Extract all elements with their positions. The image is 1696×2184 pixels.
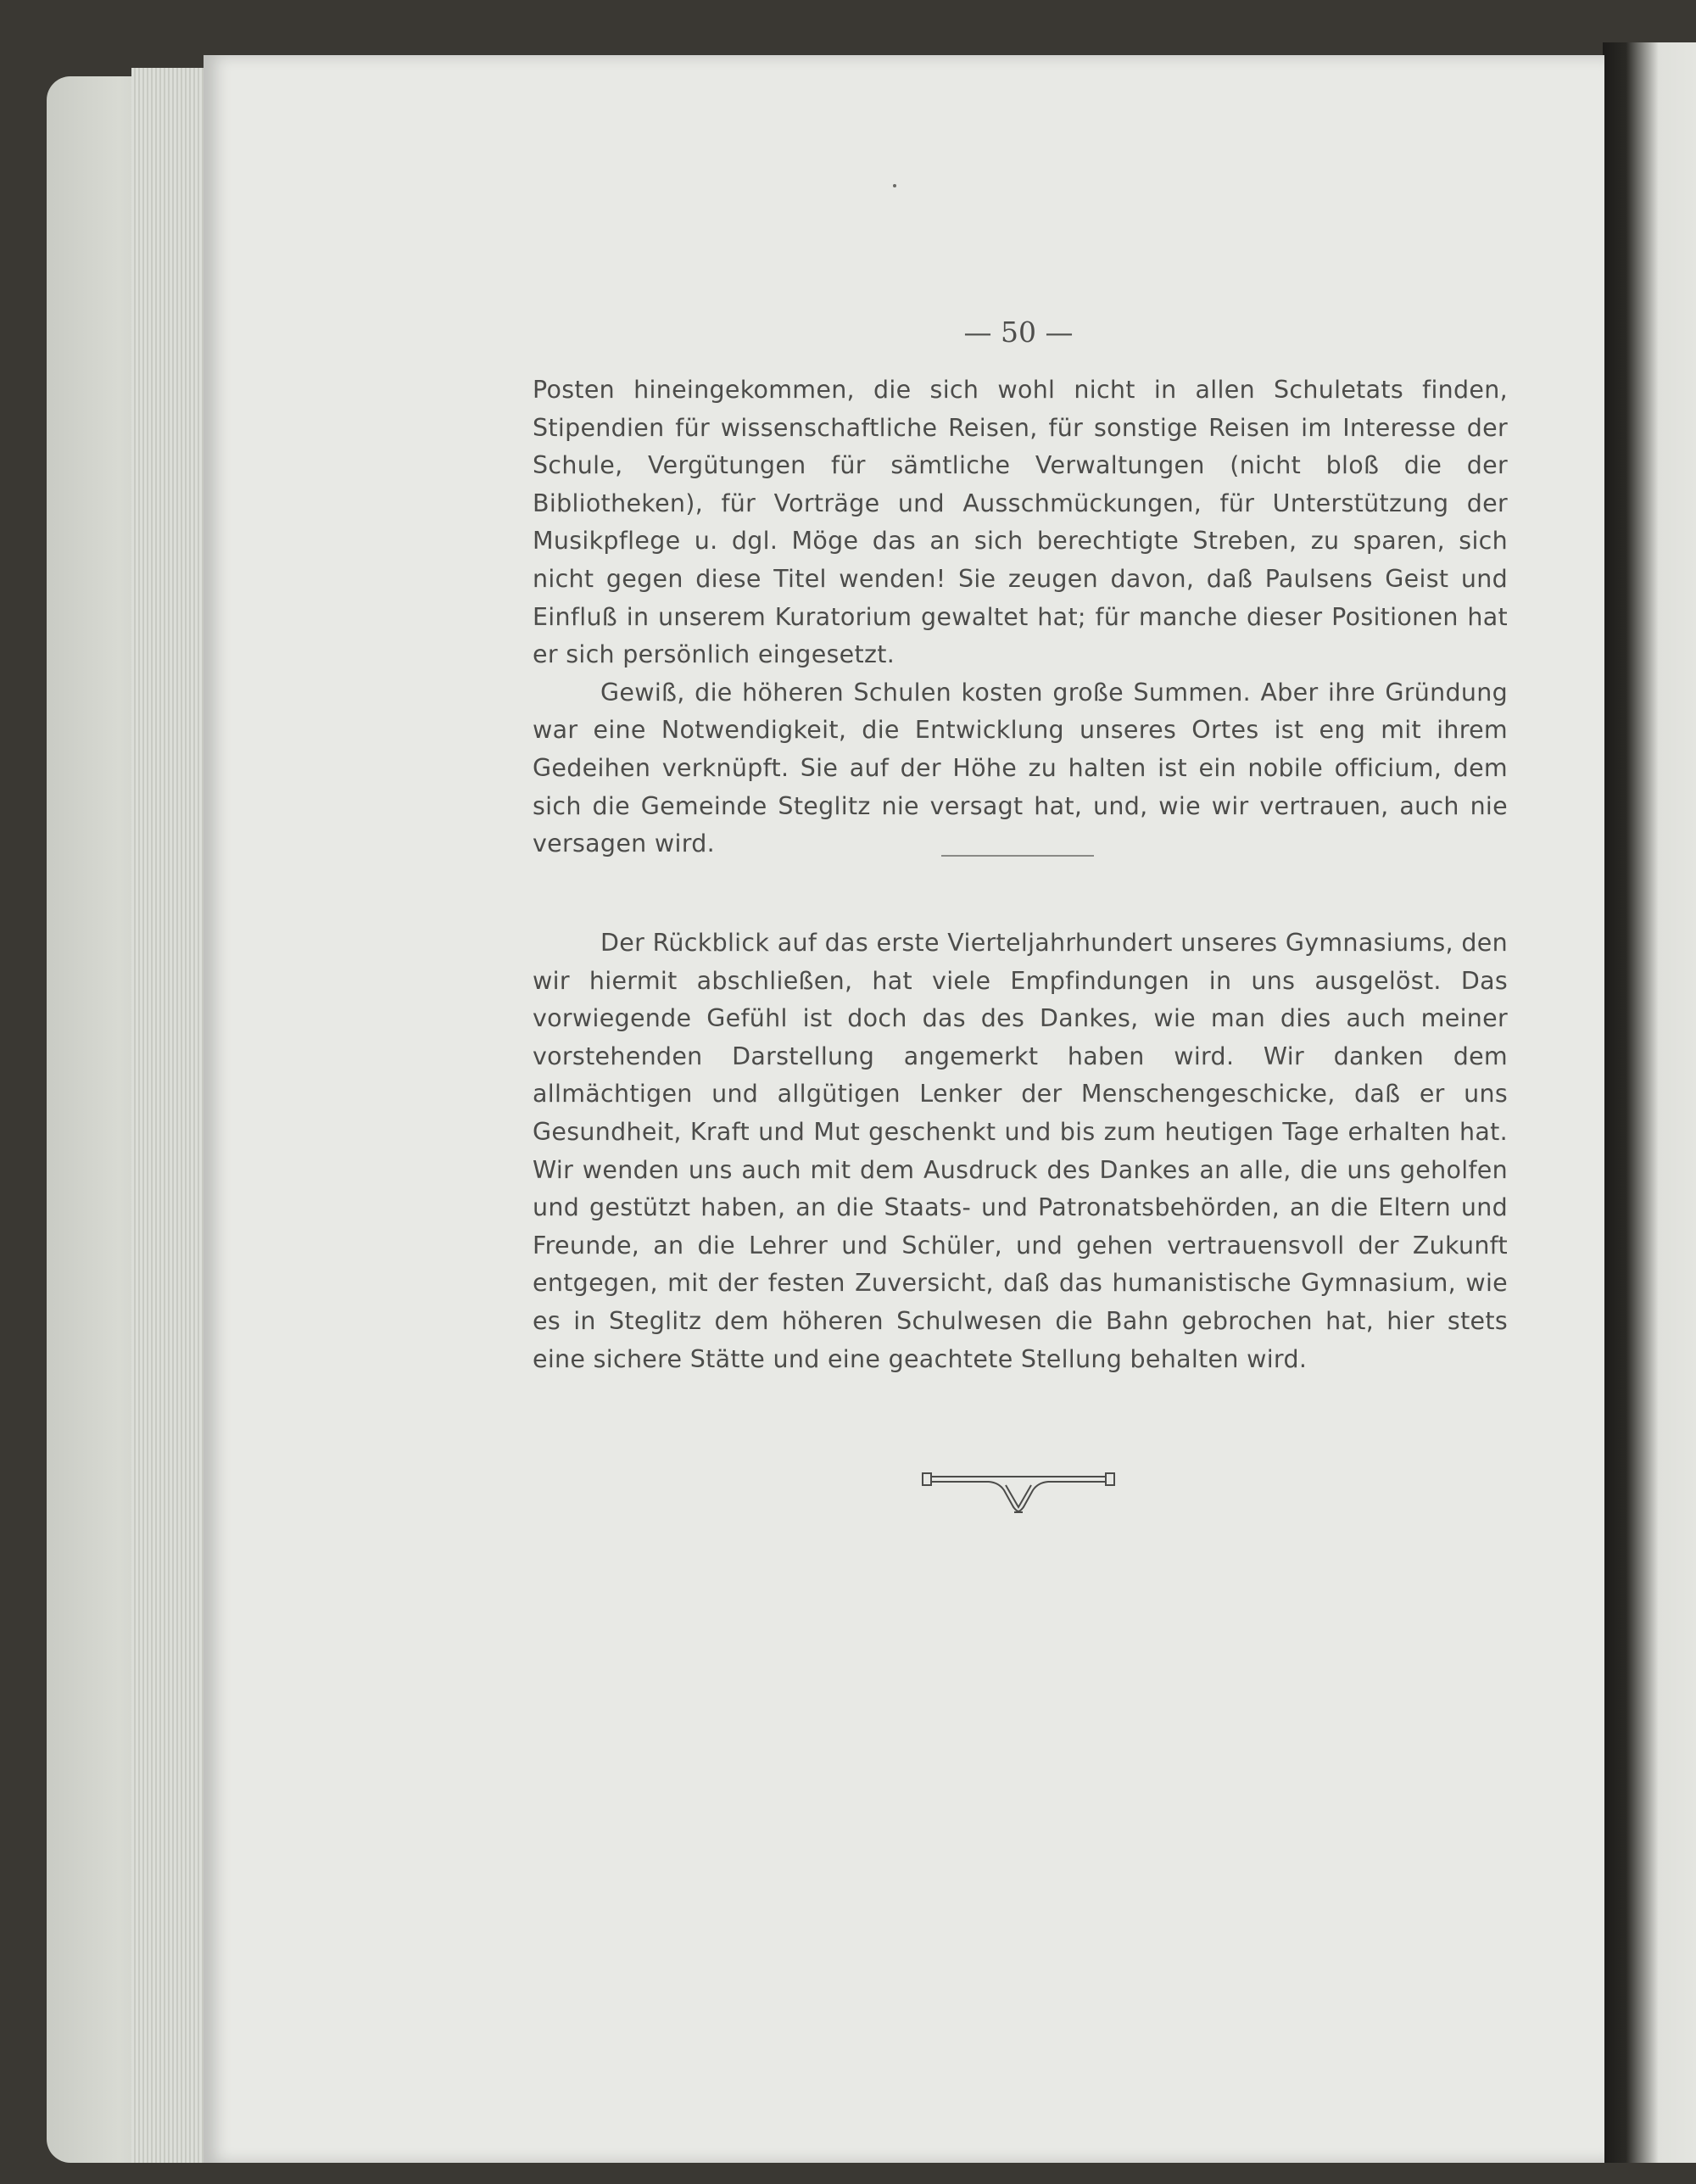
paper-speck <box>893 184 896 187</box>
paragraph: Gewiß, die höheren Schulen kosten große Summen. Aber ihre Gründung war eine Notwendigkeit, die Entwicklung unseres Ortes ist eng mit ihrem Gedeihen verknüpft. Sie auf der Höhe zu halten ist ein nobile officium, dem sich die Gemeinde Steglitz nie versagt hat, und, wie wir vertrauen, auch nie versagen wird. <box>533 678 1508 858</box>
text-section-lower <box>533 924 1508 1378</box>
section-divider-rule <box>941 855 1094 857</box>
page-number: — 50 — <box>963 316 1074 349</box>
paragraph-closing: Der Rückblick auf das erste Vierteljahrhundert unseres Gymnasiums, den wir hiermit abschließen, hat viele Empfindungen in uns ausgelöst. Das vorwiegende Gefühl ist doch das des Dankes, wie man dies auch meiner vorstehenden Darstellung angemerkt haben wird. Wir danken dem allmächtigen und allgütigen Lenker der Menschengeschicke, daß er uns Gesundheit, Kraft und Mut geschenkt und bis zum heutigen Tage erhalten hat. Wir wenden uns auch mit dem Ausdruck des Dankes an alle, die uns geholfen und gestützt haben, an die Staats- und Patronatsbehörden, an die Eltern und Freunde, an die Lehrer und Schüler, und gehen vertrauensvoll der Zukunft entgegen, mit der festen Zuversicht, daß das humanistische Gymnasium, wie es in Steglitz dem höheren Schulwesen die Bahn gebrochen hat, hier stets eine sichere Stätte und eine geachtete Stellung behalten wird. <box>533 929 1508 1373</box>
text-section-upper <box>533 371 1508 863</box>
paragraph-continued: Posten hineingekommen, die sich wohl nicht in allen Schuletats finden, Stipendien für wissenschaftliche Reisen, für sonstige Reisen im Interesse der Schule, Vergütungen für sämtliche Verwaltungen (nicht bloß die der Bibliotheken), für Vorträge und Ausschmückungen, für Unterstützung der Musikpflege u. dgl. Möge das an sich berechtigte Streben, zu sparen, sich nicht gegen diese Titel wenden! Sie zeugen davon, daß Paulsens Geist und Einfluß in unserem Kuratorium gewaltet hat; für manche dieser Positionen hat er sich persönlich eingesetzt. <box>533 376 1508 669</box>
facing-page-edge <box>1603 42 1696 2163</box>
tailpiece-ornament-icon <box>921 1470 1116 1521</box>
